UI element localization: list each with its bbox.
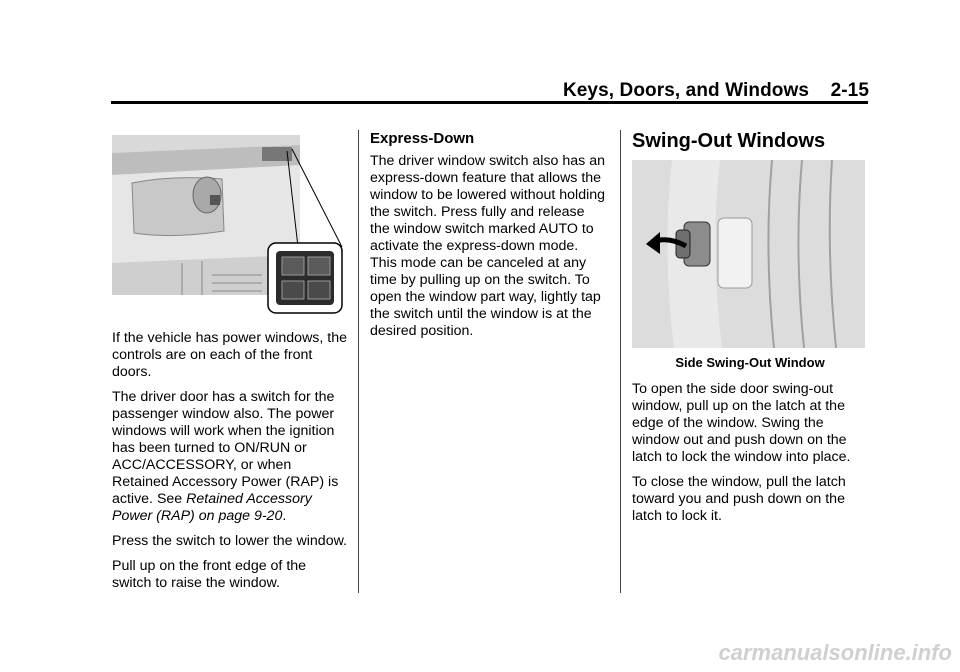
watermark: carmanualsonline.info	[718, 640, 952, 665]
para-press-switch: Press the switch to lower the window.	[112, 533, 347, 549]
para-open-swing-out: To open the side door swing-out window, pull up on the latch at the edge of the window. Swing the window out and push down on the latch to lock the window into place.	[632, 381, 851, 465]
column-divider-2	[620, 130, 621, 593]
header-title	[563, 80, 869, 102]
para-driver-door-text: The driver door has a switch for the passenger window also. The power windows will work when the ignition has been turned to ON/RUN or ACC/ACCESSORY, or when Retained Accessory Power (RAP) is active. See	[112, 389, 339, 507]
column-1	[112, 330, 348, 600]
para-express-down: The driver window switch also has an express-down feature that allows the window to be lowered without holding the switch. Press fully and release the window switch marked AUTO to activate the express-down mode. This mode can be canceled at any time by pulling up on the switch. To open the window part way, lightly tap the switch until the window is at the desired position.	[370, 153, 606, 339]
header-rule	[111, 101, 868, 104]
para-driver-door-end: .	[282, 508, 287, 524]
para-close-swing-out: To close the window, pull the latch toward you and push down on the latch to lock it.	[632, 474, 846, 524]
para-power-windows: If the vehicle has power windows, the controls are on each of the front doors.	[112, 330, 348, 380]
figure-caption: Side Swing-Out Window	[675, 355, 825, 370]
column-divider-1	[358, 130, 359, 593]
swing-out-window-illustration	[632, 160, 865, 348]
column-3	[632, 130, 868, 533]
heading-express-down: Express-Down	[370, 130, 475, 147]
power-window-switch-illustration	[112, 135, 344, 315]
column-2	[370, 130, 606, 348]
para-pull-switch: Pull up on the front edge of the switch to raise the window.	[112, 558, 307, 591]
heading-swing-out-windows: Swing-Out Windows	[632, 130, 826, 152]
para-driver-door	[112, 389, 348, 525]
rap-page-reference[interactable]: Retained Accessory Power (RAP) on page 9-20	[112, 491, 312, 524]
section-title: Keys, Doors, and Windows	[562, 80, 810, 101]
page-number: 2-15	[830, 80, 869, 101]
